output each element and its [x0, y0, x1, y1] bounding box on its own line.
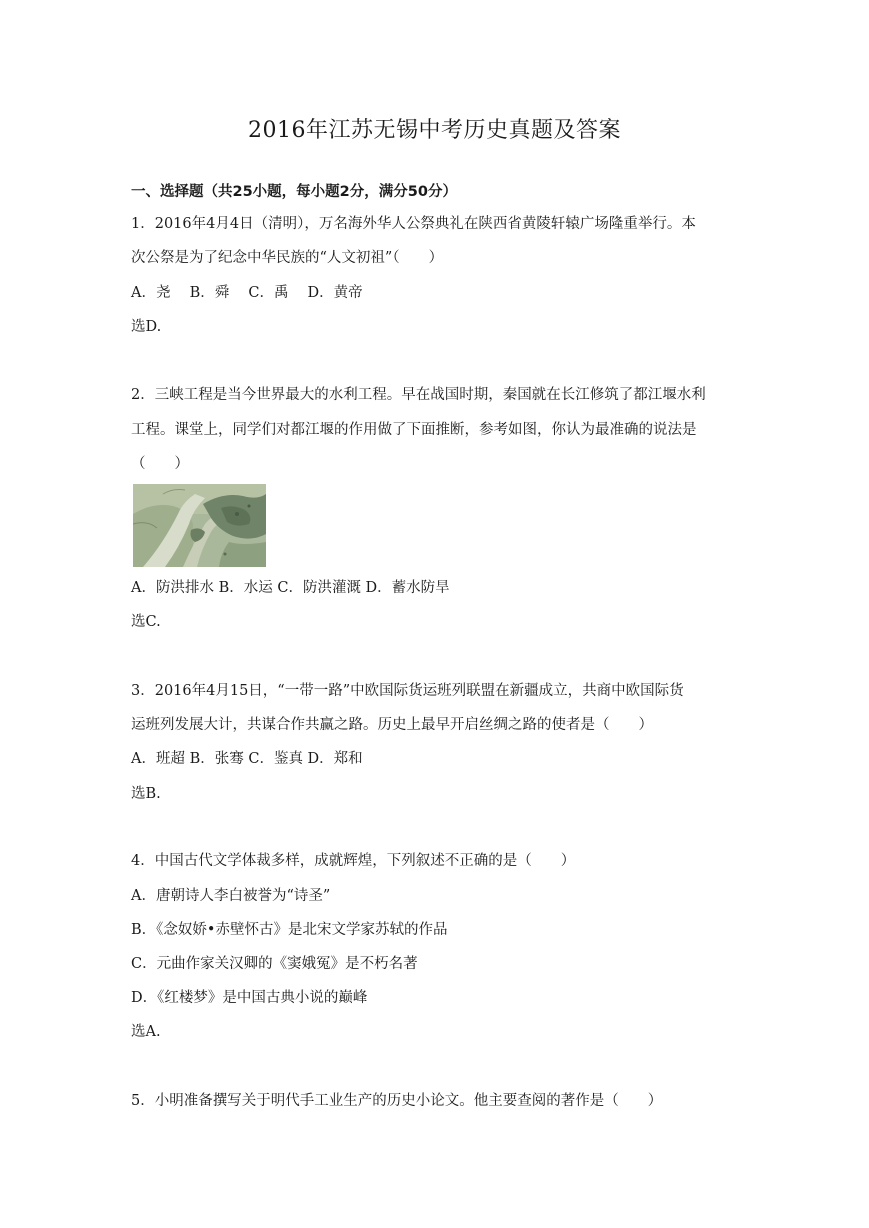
section-heading: 一、选择题（共25小题，每小题2分，满分50分） [131, 184, 457, 200]
question-4-answer: 选A. [131, 1024, 161, 1040]
question-2-options: A．防洪排水 B．水运 C．防洪灌溉 D．蓄水防旱 [131, 580, 450, 596]
question-3-answer: 选B. [131, 786, 161, 802]
dujiangyan-map-image [133, 484, 266, 567]
question-5-stem-line-1: 5．小明准备撰写关于明代手工业生产的历史小论文。他主要查阅的著作是（ ） [131, 1093, 663, 1109]
document-title: 2016年江苏无锡中考历史真题及答案 [248, 118, 621, 143]
question-3-stem-line-2: 运班列发展大计，共谋合作共赢之路。历史上最早开启丝绸之路的使者是（ ） [131, 717, 653, 733]
question-4-option-d: D．《红楼梦》是中国古典小说的巅峰 [131, 990, 368, 1006]
question-3-options: A．班超 B．张骞 C．鉴真 D．郑和 [131, 751, 363, 767]
question-4-stem-line-1: 4．中国古代文学体裁多样，成就辉煌，下列叙述不正确的是（ ） [131, 853, 576, 869]
question-3-stem-line-1: 3．2016年4月15日，“一带一路”中欧国际货运班列联盟在新疆成立，共商中欧国际货 [131, 683, 684, 699]
question-1-stem-line-2: 次公祭是为了纪念中华民族的“人文初祖”（ ） [131, 250, 444, 266]
question-2-stem-line-3: （ ） [131, 456, 189, 472]
question-2-answer: 选C. [131, 614, 161, 630]
question-2-stem-line-1: 2．三峡工程是当今世界最大的水利工程。早在战国时期，秦国就在长江修筑了都江堰水利 [131, 387, 706, 403]
question-2-stem-line-2: 工程。课堂上，同学们对都江堰的作用做了下面推断，参考如图，你认为最准确的说法是 [131, 422, 697, 438]
question-1-options: A．尧 B．舜 C．禹 D．黄帝 [131, 285, 363, 301]
question-4-option-a: A．唐朝诗人李白被誉为“诗圣” [131, 888, 331, 904]
question-4-option-c: C．元曲作家关汉卿的《窦娥冤》是不朽名著 [131, 956, 418, 972]
question-1-stem-line-1: 1．2016年4月4日（清明），万名海外华人公祭典礼在陕西省黄陵轩辕广场隆重举行。本 [131, 216, 696, 232]
question-4-option-b: B．《念奴娇•赤壁怀古》是北宋文学家苏轼的作品 [131, 922, 448, 938]
question-1-answer: 选D. [131, 319, 162, 335]
